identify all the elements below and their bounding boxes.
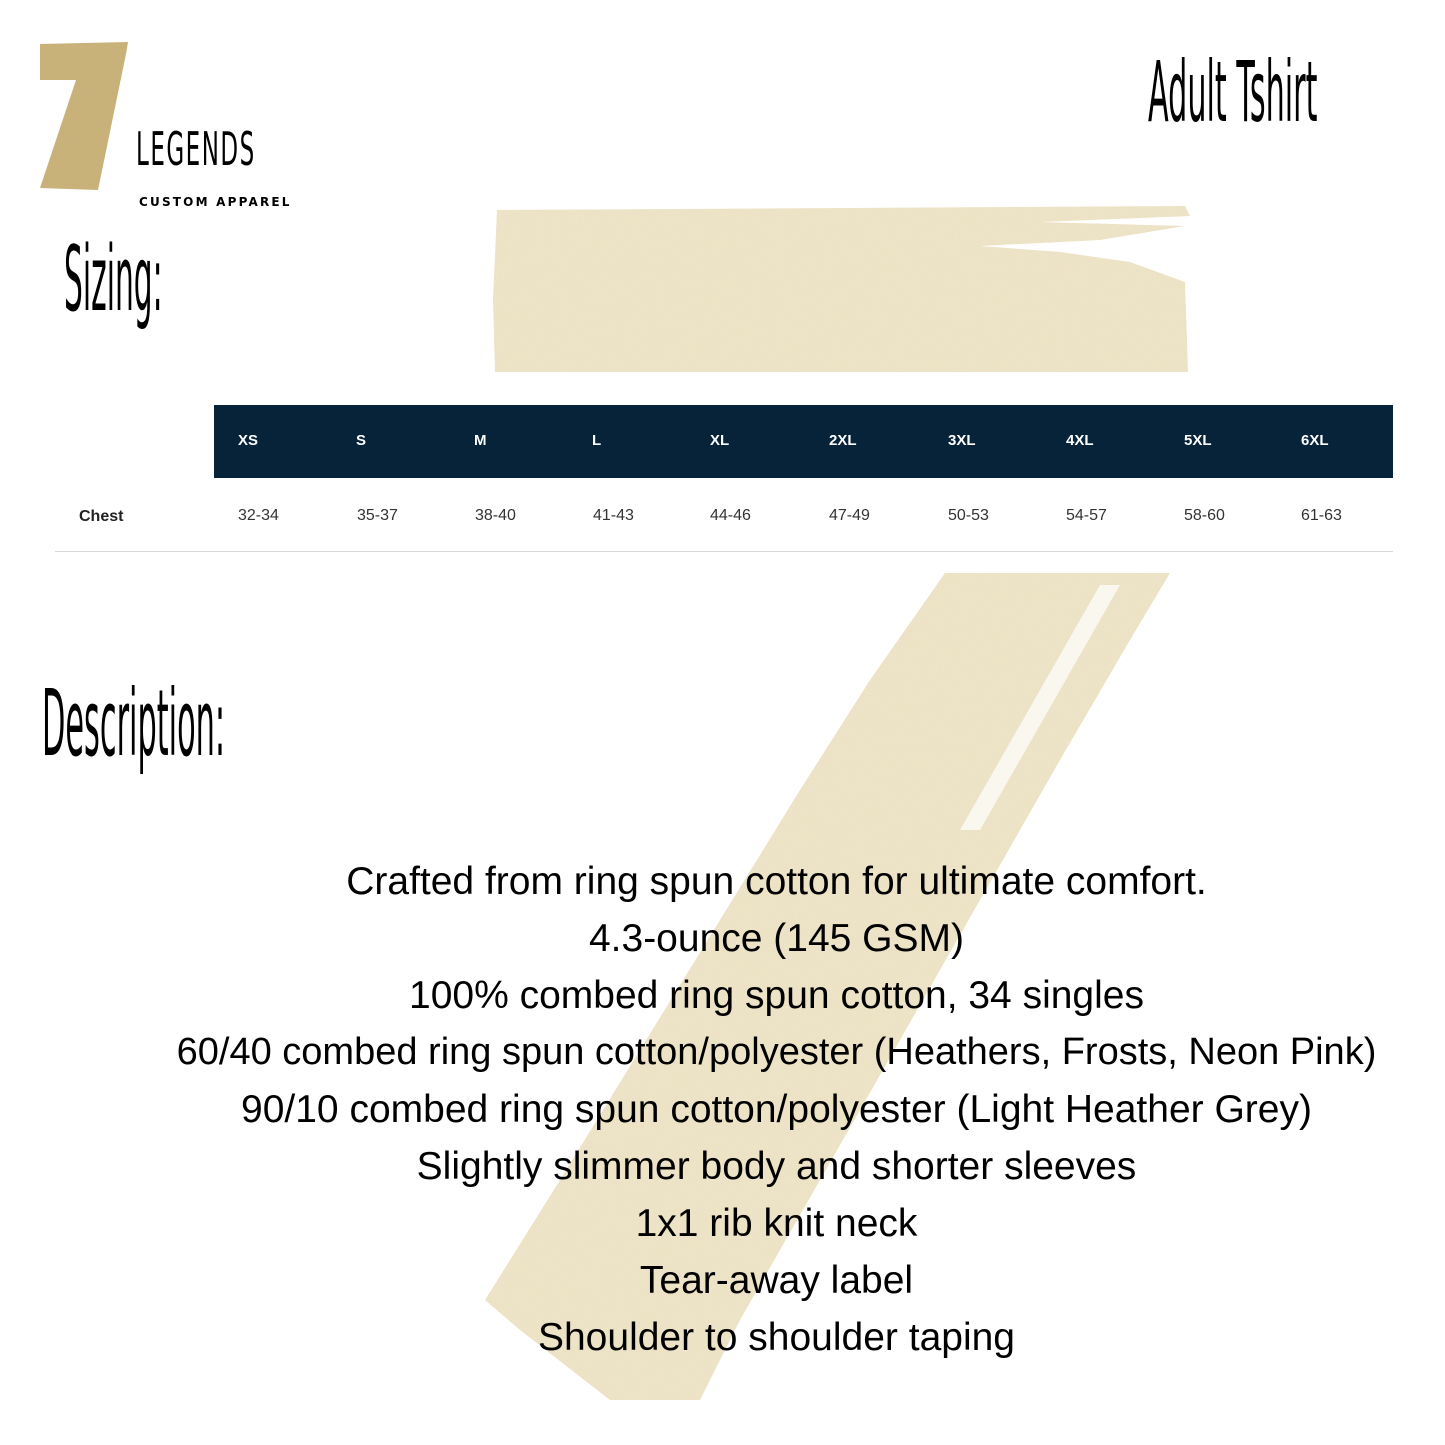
chest-row-label: Chest — [79, 508, 124, 525]
chest-xs: 32-34 — [238, 507, 279, 524]
size-header-s: S — [356, 432, 367, 449]
description-line: 1x1 rib knit neck — [635, 1202, 918, 1245]
top-brush-stroke — [493, 206, 1190, 372]
description-line: 4.3-ounce (145 GSM) — [588, 917, 964, 960]
description-line: Shoulder to shoulder taping — [537, 1316, 1015, 1359]
chest-5xl: 58-60 — [1184, 507, 1225, 524]
size-header-3xl: 3XL — [948, 432, 976, 449]
size-header-xl: XL — [710, 432, 730, 449]
description-line: Tear-away label — [639, 1259, 914, 1302]
logo-subtitle: CUSTOM APPAREL — [139, 195, 292, 209]
size-header-2xl: 2XL — [829, 432, 857, 449]
description-line: 90/10 combed ring spun cotton/polyester (Light Heather Grey) — [241, 1088, 1312, 1131]
logo-word: LEGENDS — [136, 122, 256, 176]
brand-logo — [38, 40, 292, 209]
size-header-4xl: 4XL — [1066, 432, 1094, 449]
size-header-6xl: 6XL — [1301, 432, 1329, 449]
description-heading: Description: — [42, 670, 226, 777]
product-title: Adult Tshirt — [1148, 43, 1318, 141]
chest-xl: 44-46 — [710, 507, 751, 524]
chest-6xl: 61-63 — [1301, 507, 1342, 524]
description-line: 60/40 combed ring spun cotton/polyester (Heathers, Frosts, Neon Pink) — [176, 1031, 1377, 1073]
size-header-5xl: 5XL — [1184, 432, 1212, 449]
description-line: 100% combed ring spun cotton, 34 singles — [409, 974, 1144, 1017]
size-header-xs: XS — [238, 432, 259, 449]
logo-seven-mark — [38, 40, 138, 190]
chest-2xl: 47-49 — [829, 507, 870, 524]
size-header-l: L — [592, 432, 602, 449]
chest-s: 35-37 — [357, 507, 398, 524]
description-line: Slightly slimmer body and shorter sleeves — [416, 1145, 1137, 1188]
size-header-m: M — [474, 432, 487, 449]
size-table-header — [214, 405, 1393, 478]
chest-3xl: 50-53 — [948, 507, 989, 524]
chest-l: 41-43 — [593, 507, 634, 524]
chest-m: 38-40 — [475, 507, 516, 524]
chest-4xl: 54-57 — [1066, 507, 1107, 524]
description-line: Crafted from ring spun cotton for ultimate comfort. — [346, 860, 1207, 903]
table-divider — [55, 551, 1393, 552]
sizing-heading: Sizing: — [64, 227, 163, 332]
